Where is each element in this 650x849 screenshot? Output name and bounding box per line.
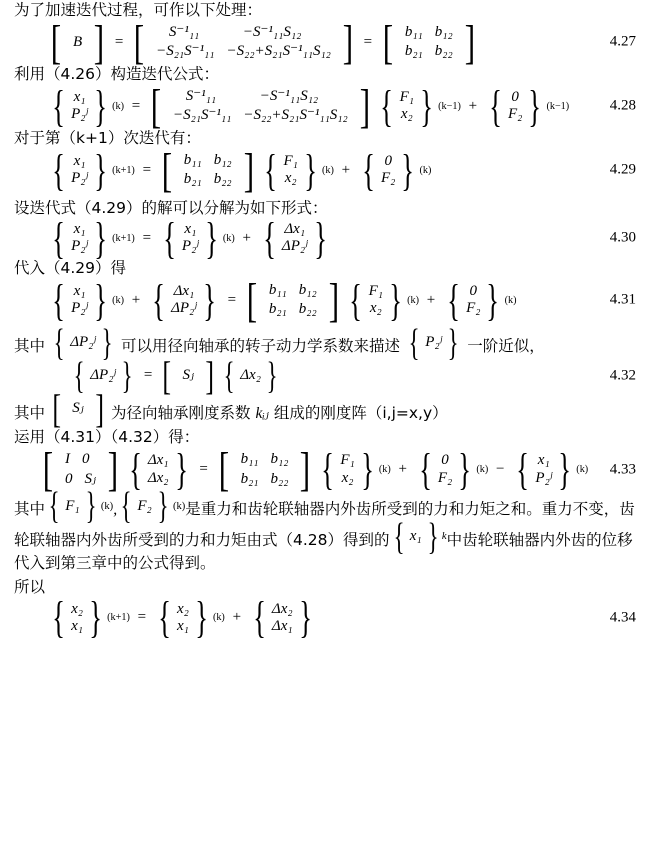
vector-cell: x₂ [400, 106, 413, 123]
equation-body: { x₁ P₂ʲ } (k) = [ S⁻¹₁₁ −S⁻¹₁₁S₁₂ −S₂₁S⁻¹₁₁ −S₂₂+S₂₁S⁻¹₁₁S₁₂ ] { F₁ x₂ } (k−1) + { 0 F₂ } (k−1) [52, 79, 570, 133]
matrix-cell: b₂₁ [183, 171, 202, 188]
matrix-cell: b₁₂ [213, 151, 232, 168]
vector-cell: F₂ [507, 106, 523, 123]
vector-cell: Δx₁ [271, 617, 293, 634]
equation-number: 4.29 [609, 161, 636, 178]
text-run: 组成的刚度阵（i,j=x,y） [273, 404, 448, 423]
superscript: (k) [112, 100, 124, 112]
equals-sign: = [114, 33, 124, 50]
superscript: (k+1) [112, 164, 135, 176]
matrix-cell: b₁₁ [404, 23, 423, 40]
matrix-cell: b₁₂ [270, 451, 289, 468]
vector-cell: F₂ [466, 300, 481, 317]
minus-sign: − [495, 461, 505, 478]
matrix-cell: I [64, 451, 70, 468]
vector-cell: x₁ [537, 452, 550, 469]
superscript: (k−1) [546, 100, 570, 112]
equation-body: { x₁ P₂ʲ } (k+1) = { x₁ P₂ʲ } (k) + { Δx₁ ΔP₂ʲ } [52, 213, 327, 263]
plus-sign: + [468, 97, 478, 114]
matrix-cell: −S₂₁S⁻¹₁₁ [172, 107, 232, 124]
equation-body: { x₁ P₂ʲ } (k+1) = [ b₁₁ b₁₂ b₂₁ b₂₂ ] { F₁ x₂ } (k) + { 0 F₂ } (k) [52, 143, 432, 197]
superscript: (k) [576, 464, 589, 476]
matrix-cell: Sⱼ [84, 470, 96, 487]
matrix-cell: b₁₂ [298, 281, 317, 298]
vector-cell: x₂ [369, 300, 382, 317]
vector-cell: Δx₁ [147, 452, 169, 469]
text-run: 其中 [14, 336, 46, 355]
matrix-cell: b₂₁ [240, 470, 259, 487]
matrix-cell: Sⱼ [182, 367, 194, 384]
paragraph-line: 运用（4.31）（4.32）得： [14, 428, 200, 447]
equation-4-29 [0, 143, 650, 197]
plus-sign: + [232, 609, 242, 626]
equals-sign: = [142, 161, 152, 178]
text-run: 一阶近似， [467, 336, 545, 355]
equals-sign: = [137, 609, 147, 626]
vector-cell: ΔP₂ʲ [281, 238, 308, 255]
inline-symbol: kᵢⱼ [255, 405, 269, 423]
vector-cell: x₂ [341, 469, 354, 486]
equals-sign: = [142, 229, 152, 246]
matrix-cell: S⁻¹₁₁ [185, 87, 217, 104]
matrix-cell: S⁻¹₁₁ [168, 23, 200, 40]
vector-cell: Δx₂ [271, 600, 293, 617]
paragraph-line: 为了加速迭代过程，可作以下处理： [14, 1, 263, 19]
vector-cell: F₁ [368, 283, 383, 300]
matrix-cell: b₂₂ [270, 470, 289, 487]
text-run: 为径向轴承刚度系数 [111, 404, 251, 423]
superscript: (k) [212, 612, 225, 624]
text-run: 变，齿轮联轴器内外齿所受到的力和力矩由式（4.28）得到的 [14, 500, 635, 549]
paragraph-line: 所以 [14, 578, 46, 597]
equation-number: 4.28 [609, 97, 636, 114]
inline-symbol: Sⱼ [72, 400, 84, 417]
matrix-cell: b₁₁ [240, 451, 259, 468]
vector-cell: x₁ [73, 89, 86, 106]
vector-cell: x₁ [73, 221, 86, 238]
vector-cell: 0 [469, 283, 477, 300]
superscript: (k) [172, 500, 186, 512]
vector-cell: x₁ [184, 221, 197, 238]
matrix-cell: B [72, 33, 83, 50]
matrix-cell: b₁₁ [268, 281, 287, 298]
matrix-cell: b₁₁ [183, 151, 202, 168]
vector-cell: P₂ʲ [71, 106, 88, 123]
vector-cell: x₁ [73, 153, 86, 170]
text-run: 其中 [14, 500, 46, 519]
paragraph-line-with-math: 其中 [ Sⱼ ] 为径向轴承刚度系数 kᵢⱼ 组成的刚度阵（i,j=x,y） [14, 386, 448, 432]
superscript: (k) [476, 464, 489, 476]
superscript: (k) [419, 164, 432, 176]
matrix-cell: 0 [81, 451, 90, 468]
vector-cell: 0 [511, 89, 519, 106]
equals-sign: = [131, 97, 141, 114]
equals-sign: = [363, 33, 373, 50]
equation-number: 4.32 [609, 367, 636, 384]
equals-sign: = [227, 291, 237, 308]
vector-cell: ΔP₂ʲ [171, 300, 197, 317]
vector-cell: x₁ [71, 617, 83, 634]
paragraph-line: 利用（4.26）构造迭代公式： [14, 64, 220, 83]
vector-cell: 0 [384, 153, 392, 170]
paragraph-with-math: 其中 { F₁ } (k) , { F₂ } (k) 是重力和齿轮联轴器内外齿所受到的力和力矩之和。重力不变，齿轮联轴器内外齿所受到的力和力矩由式（4.28）得到的 { x₁ } k 中齿轮联轴器内外齿的位移代入到第三章中的公式得到。 [14, 485, 635, 572]
vector-cell: F₁ [283, 153, 298, 170]
equation-4-33 [0, 443, 650, 496]
superscript: (k) [322, 164, 334, 176]
matrix-cell: −S₂₂+S₂₁S⁻¹₁₁S₁₂ [243, 107, 348, 124]
equals-sign: = [143, 367, 153, 384]
equation-4-34 [0, 593, 650, 643]
matrix-cell: b₁₂ [434, 23, 453, 40]
vector-cell: x₂ [176, 600, 189, 617]
paragraph-line: 代入（4.29）得 [14, 258, 127, 277]
paragraph-line-with-math: 其中 { ΔP₂ʲ } 可以用径向轴承的转子动力学系数来描述 { P₂ʲ } 一阶近似， [14, 321, 545, 364]
plus-sign: + [242, 229, 252, 246]
equation-4-28 [0, 79, 650, 133]
equation-4-27 [0, 15, 650, 69]
equation-number: 4.30 [609, 229, 636, 246]
equation-body: [ B ] = [ S⁻¹₁₁ −S⁻¹₁₁S₁₂ −S₂₁S⁻¹₁₁ −S₂₂+S₂₁S⁻¹₁₁S₁₂ ] = [ b₁₁ b₁₂ b₂₁ b₂₂ ] [50, 15, 475, 69]
vector-cell: Δx₂ [147, 469, 169, 486]
superscript: (k) [407, 294, 419, 306]
text-run: 中齿轮联轴 [446, 530, 525, 549]
matrix-cell: b₂₂ [298, 301, 317, 318]
equation-number: 4.27 [609, 33, 636, 50]
vector-cell: Δx₁ [173, 283, 195, 300]
vector-cell: P₂ʲ [71, 238, 88, 255]
vector-cell: Δx₂ [240, 367, 261, 384]
matrix-cell: b₂₁ [268, 301, 287, 318]
equation-body: [ I 0 0 Sⱼ ] { Δx₁ Δx₂ } = [ b₁₁ b₁₂ b₂₁ b₂₂ ] { F₁ x₂ } (k) + { 0 F₂ } (k) − { x₁ P₂ʲ } (k) [42, 443, 589, 496]
vector-cell: F₁ [399, 89, 414, 106]
matrix-cell: −S⁻¹₁₁S₁₂ [242, 23, 302, 40]
vector-cell: F₂ [437, 469, 453, 486]
vector-cell: P₂ʲ [71, 170, 88, 187]
matrix-cell: −S₂₁S⁻¹₁₁ [156, 43, 215, 60]
superscript: (k−1) [438, 100, 461, 112]
matrix-cell: b₂₂ [434, 43, 453, 60]
vector-cell: x₂ [71, 600, 83, 617]
vector-cell: F₂ [381, 170, 396, 187]
inline-symbol: x₁ [409, 528, 422, 545]
vector-cell: Δx₁ [284, 221, 306, 238]
text-run: 可以用径向轴承的转子动力学系数来描述 [121, 336, 401, 355]
inline-symbol: F₁ [65, 497, 80, 514]
superscript: (k) [378, 464, 391, 476]
vector-cell: P₂ʲ [535, 469, 553, 486]
text-run: 器内外齿的位移代入到第三章中的公式得到。 [14, 530, 633, 572]
inline-symbol: ΔP₂ʲ [70, 334, 96, 351]
plus-sign: + [398, 461, 407, 478]
plus-sign: + [341, 161, 351, 178]
vector-cell: P₂ʲ [181, 238, 199, 255]
equation-body: { ΔP₂ʲ } = [ Sⱼ ] { Δx₂ } [73, 353, 278, 399]
text-run: 是重力和齿轮联轴器内外齿所受到的力和力矩之和。重力不 [185, 500, 589, 519]
superscript: (k) [100, 500, 114, 512]
equation-number: 4.31 [609, 291, 636, 308]
text-run: 其中 [14, 404, 46, 423]
matrix-cell: 0 [64, 470, 73, 487]
inline-symbol: F₂ [137, 497, 152, 514]
matrix-cell: b₂₁ [404, 43, 423, 60]
superscript: (k) [112, 294, 124, 306]
matrix-cell: −S⁻¹₁₁S₁₂ [259, 87, 319, 104]
plus-sign: + [131, 291, 141, 308]
vector-cell: ΔP₂ʲ [90, 367, 116, 384]
vector-cell: 0 [441, 452, 449, 469]
vector-cell: x₁ [73, 283, 86, 300]
equation-4-30 [0, 213, 650, 263]
inline-symbol: P₂ʲ [425, 334, 443, 351]
equation-4-31 [0, 273, 650, 327]
superscript: (k+1) [107, 612, 130, 624]
vector-cell: F₁ [340, 452, 355, 469]
superscript: (k+1) [112, 232, 135, 244]
plus-sign: + [426, 291, 436, 308]
vector-cell: x₂ [284, 170, 297, 187]
vector-cell: P₂ʲ [71, 300, 88, 317]
superscript: (k) [504, 294, 517, 306]
equals-sign: = [199, 461, 208, 478]
equation-number: 4.33 [609, 461, 636, 478]
superscript: k [441, 530, 447, 542]
paragraph-line: 设迭代式（4.29）的解可以分解为如下形式： [14, 198, 328, 217]
matrix-cell: −S₂₂+S₂₁S⁻¹₁₁S₁₂ [226, 43, 331, 60]
superscript: (k) [222, 232, 235, 244]
paragraph-line: 对于第（k+1）次迭代有： [14, 128, 201, 147]
equation-body: { x₁ P₂ʲ } (k) + { Δx₁ ΔP₂ʲ } = [ b₁₁ b₁₂ b₂₁ b₂₂ ] { F₁ x₂ } (k) + { 0 F₂ } (k) [52, 273, 517, 327]
equation-number: 4.34 [609, 609, 636, 626]
equation-body: { x₂ x₁ } (k+1) = { x₂ x₁ } (k) + { Δx₂ Δx₁ } [52, 593, 312, 643]
vector-cell: x₁ [176, 617, 189, 634]
matrix-cell: b₂₂ [213, 171, 232, 188]
